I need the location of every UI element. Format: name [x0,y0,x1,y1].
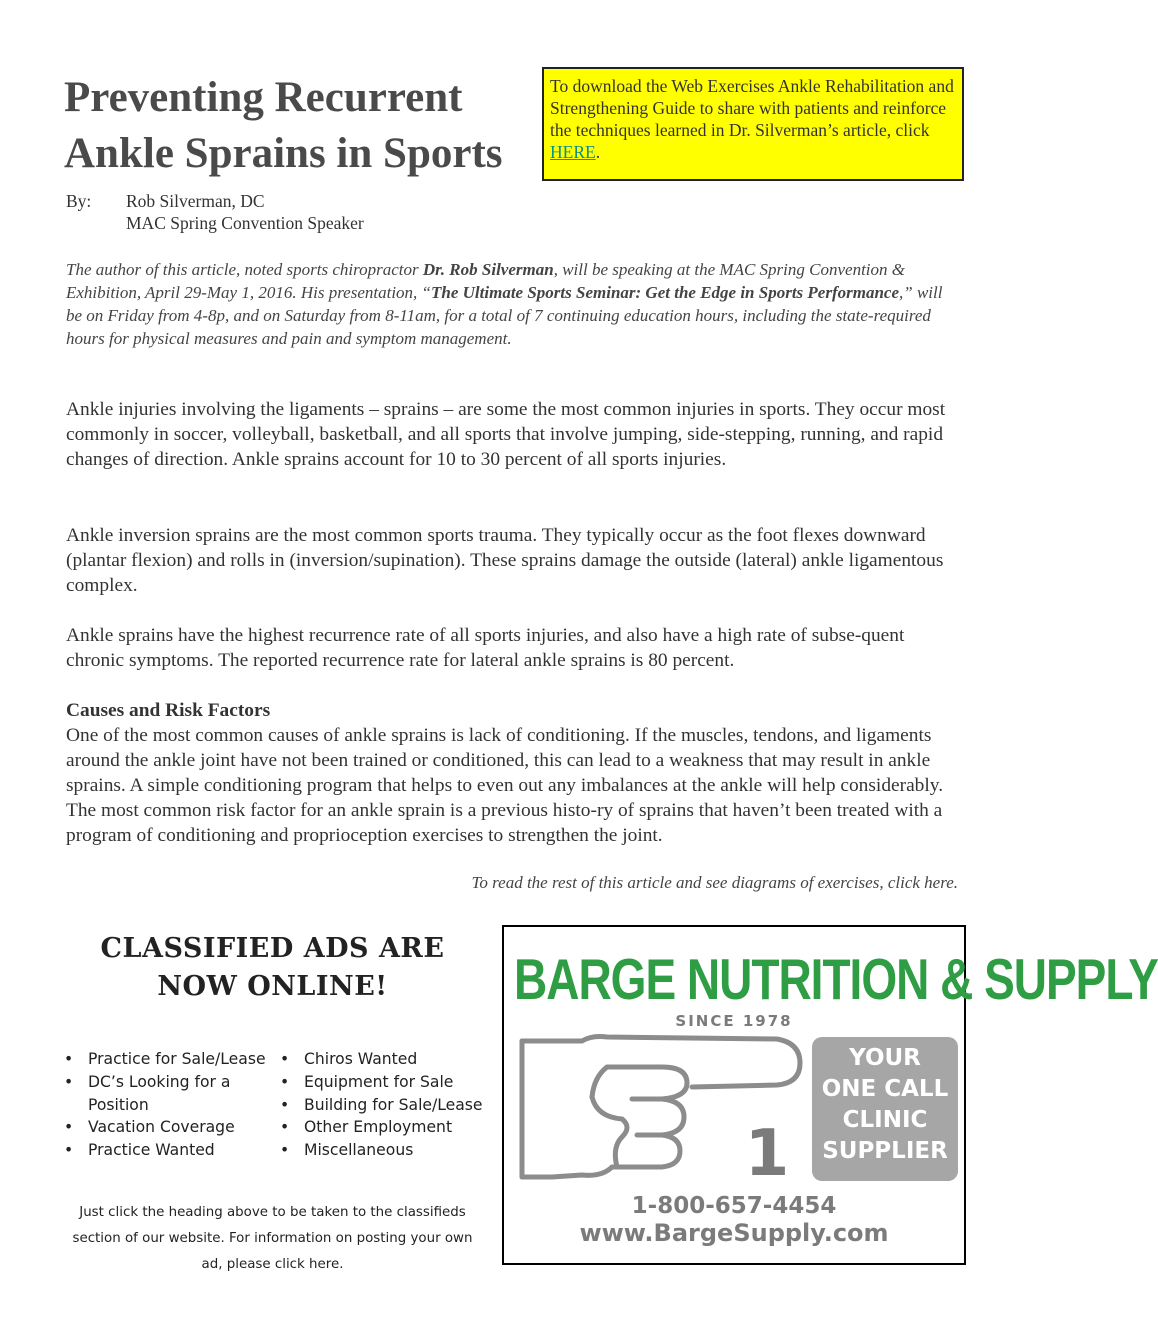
seminar-title: The Ultimate Sports Seminar: Get the Edge in Sports Performance [431,283,900,302]
intro-author-name: Dr. Rob Silverman [422,260,554,279]
title-line-1: Preventing Recurrent [64,74,463,121]
ad-slogan-line: SUPPLIER [822,1138,948,1164]
list-item: • Miscellaneous [276,1139,483,1162]
barge-supply-ad[interactable] [502,925,1158,1265]
body-paragraph-3: Ankle sprains have the highest recurrence rate of all sports injuries, and also have a high rate of subse-quent chronic symptoms. The reported recurrence rate for lateral ankle sprains is 80 percent. [66,625,905,671]
intro-text: ,” will be on Friday from 4-8p, and on Saturday from 8-11am, for a total of 7 continuing education hours, including the state-required hours for physical measures and pain and symptom management. [66,283,943,348]
list-item: • Practice Wanted [60,1139,276,1162]
ad-since: SINCE 1978 [675,1012,793,1030]
ad-slogan-line: YOUR [849,1045,921,1071]
category-list-1 [60,1048,276,1162]
ad-slogan-line: ONE CALL [821,1076,949,1102]
causes-section [66,698,958,848]
callout-end: . [595,142,601,162]
author-role: MAC Spring Convention Speaker [126,213,364,233]
intro-paragraph [66,258,956,350]
read-more-link[interactable]: To read the rest of this article and see diagrams of exercises, click here. [471,873,958,892]
ad-slogan-line: CLINIC [842,1107,928,1133]
classifieds-categories [60,1048,485,1162]
list-item: • Vacation Coverage [60,1116,276,1139]
list-item: • Practice for Sale/Lease [60,1048,276,1071]
list-item: • Other Employment [276,1116,483,1139]
intro-text: , will be speaking at the MAC Spring Convention & Exhibition, April 29-May 1, 2016. His presentation, “ [66,260,905,302]
ad-slogan-box [812,1037,958,1181]
classifieds-section [60,930,485,1278]
by-label: By: [66,191,92,211]
download-here-link[interactable]: HERE [550,142,596,162]
classifieds-note[interactable]: Just click the heading above to be taken to the classifieds section of our website. For information on posting your own ad, please click here. [72,1204,473,1272]
body-paragraph-1: Ankle injuries involving the ligaments – sprains – are some the most common injuries in sports. They occur most commonly in soccer, volleyball, basketball, and all sports that involve jumping, side-stepping, running, and rapid changes of direction. Ankle sprains account for 10 to 30 percent of all sports injuries. [66,399,946,470]
list-item: • DC’s Looking for a Position [60,1071,276,1117]
body-paragraph-4: One of the most common causes of ankle sprains is lack of conditioning. If the muscles, tendons, and ligaments around the ankle joint have not been trained or conditioned, this can lead to a weakness that may result in ankle sprains. A simple conditioning program that helps to even out any imbalances at the ankle will help considerably. The most common risk factor for an ankle sprain is a previous histo-ry of sprains that haven’t been treated with a program of conditioning and proprioception exercises to strengthen the joint. [66,725,944,846]
ad-phone: 1-800-657-4454 [631,1193,837,1219]
classifieds-heading-link[interactable] [60,930,485,1006]
section-heading: Causes and Risk Factors [66,700,271,721]
pointing-hand-icon [512,1027,812,1192]
ad-number: 1 [744,1117,790,1191]
list-item: • Equipment for Sale [276,1071,483,1094]
classifieds-title-line-1: CLASSIFIED ADS ARE [100,933,445,964]
download-callout [542,67,964,181]
list-item: • Building for Sale/Lease [276,1094,483,1117]
body-paragraph-2: Ankle inversion sprains are the most common sports trauma. They typically occur as the foot flexes downward (plantar flexion) and rolls in (inversion/supination). These sprains damage the outside (lateral) ankle ligamentous complex. [66,525,944,596]
intro-text: The author of this article, noted sports chiropractor [66,260,423,279]
category-list-2 [276,1048,483,1162]
classifieds-title-line-2: NOW ONLINE! [157,971,388,1002]
article-title [64,70,534,182]
list-item: • Chiros Wanted [276,1048,483,1071]
author-name: Rob Silverman, DC [126,191,265,211]
callout-text: To download the Web Exercises Ankle Rehabilitation and Strengthening Guide to share with patients and reinforce the techniques learned in Dr. Silverman’s article, click [550,76,954,140]
ad-url: www.BargeSupply.com [579,1219,889,1247]
ad-brand-name: BARGE NUTRITION & SUPPLY [514,946,1158,1012]
byline [66,190,364,234]
title-line-2: Ankle Sprains in Sports [64,130,503,177]
